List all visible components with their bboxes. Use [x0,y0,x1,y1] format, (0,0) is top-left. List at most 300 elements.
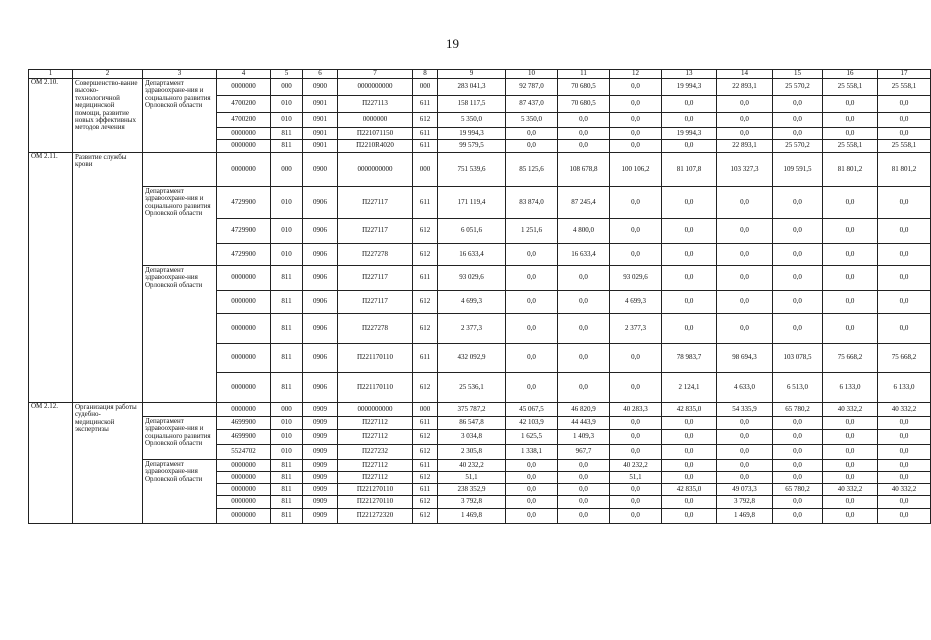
value-cell: 1 409,3 [558,430,610,445]
value-cell: 0,0 [878,496,931,509]
value-cell: 108 678,8 [558,153,610,187]
value-cell: 0000000 [217,403,271,417]
table-row [29,417,931,430]
value-cell: 0,0 [506,373,558,403]
value-cell: 0,0 [558,509,610,524]
header-cell: 11 [558,70,610,79]
header-cell: 12 [610,70,662,79]
value-cell: 0,0 [662,244,717,266]
value-cell: 0909 [303,445,338,460]
value-cell: 612 [413,219,438,244]
value-cell: 811 [271,472,303,484]
value-cell: 40 332,2 [823,403,878,417]
value-cell: 0906 [303,219,338,244]
value-cell: 283 041,3 [438,79,506,96]
value-cell: 0,0 [558,460,610,472]
value-cell: 0,0 [610,187,662,219]
value-cell: 0,0 [717,266,773,291]
header-cell: 7 [338,70,413,79]
value-cell: 2 124,1 [662,373,717,403]
value-cell: 0,0 [610,344,662,373]
value-cell: 0,0 [823,472,878,484]
value-cell: 0,0 [823,266,878,291]
value-cell: 611 [413,140,438,153]
value-cell: 0,0 [610,79,662,96]
value-cell: 51,1 [610,472,662,484]
value-cell: 0909 [303,403,338,417]
value-cell: 0,0 [823,96,878,113]
header-cell: 2 [73,70,143,79]
value-cell: 0,0 [506,128,558,140]
value-cell: 65 780,2 [773,484,823,496]
value-cell: 010 [271,96,303,113]
value-cell: 42 835,0 [662,484,717,496]
value-cell: 611 [413,96,438,113]
value-cell: 0,0 [662,460,717,472]
value-cell: 0,0 [506,266,558,291]
header-cell: 14 [717,70,773,79]
header-cell: 13 [662,70,717,79]
value-cell: 611 [413,417,438,430]
table-row [29,403,931,417]
value-cell: 22 893,1 [717,140,773,153]
value-cell: 010 [271,244,303,266]
value-cell: 0906 [303,187,338,219]
value-cell: 0,0 [717,430,773,445]
value-cell: 6 051,6 [438,219,506,244]
value-cell: 0,0 [610,484,662,496]
value-cell: 811 [271,140,303,153]
value-cell: 78 983,7 [662,344,717,373]
value-cell: П221170110 [338,344,413,373]
value-cell: П227112 [338,417,413,430]
header-row [29,70,931,79]
value-cell: 81 801,2 [878,153,931,187]
value-cell: 6 513,0 [773,373,823,403]
value-cell: 0,0 [717,445,773,460]
value-cell: 000 [413,79,438,96]
value-cell: 100 106,2 [610,153,662,187]
value-cell: 65 780,2 [773,403,823,417]
value-cell: 0,0 [878,113,931,128]
value-cell: 19 994,3 [662,79,717,96]
value-cell: 0,0 [662,417,717,430]
value-cell: 0906 [303,314,338,344]
value-cell: 811 [271,484,303,496]
value-cell: 0,0 [717,187,773,219]
value-cell: 0,0 [773,244,823,266]
value-cell: 0000000 [217,153,271,187]
value-cell: П227278 [338,314,413,344]
value-cell: 0901 [303,96,338,113]
value-cell: 4700200 [217,96,271,113]
value-cell: 432 092,9 [438,344,506,373]
value-cell: 811 [271,460,303,472]
value-cell: П227278 [338,244,413,266]
value-cell: 0909 [303,496,338,509]
measure-code: ОМ 2.10. [29,79,73,153]
value-cell: 25 570,2 [773,79,823,96]
value-cell: 0000000 [217,79,271,96]
value-cell: 0,0 [878,187,931,219]
value-cell: 25 536,1 [438,373,506,403]
value-cell: 1 251,6 [506,219,558,244]
value-cell: 99 579,5 [438,140,506,153]
value-cell: 0,0 [773,113,823,128]
value-cell: П227117 [338,266,413,291]
value-cell: 0000000 [217,140,271,153]
value-cell: 0,0 [773,219,823,244]
value-cell: 811 [271,496,303,509]
value-cell: 0,0 [610,373,662,403]
value-cell: 87 437,0 [506,96,558,113]
value-cell: 3 034,8 [438,430,506,445]
measure-name: Совершенство-вание высоко-технологичной медицинской помощи, развитие новых эффективных методов лечения [73,79,143,153]
value-cell: П221272320 [338,509,413,524]
value-cell: 0,0 [878,460,931,472]
value-cell: 0,0 [773,96,823,113]
value-cell: 0,0 [610,113,662,128]
value-cell: 42 835,0 [662,403,717,417]
value-cell: 612 [413,445,438,460]
value-cell: 0,0 [773,128,823,140]
value-cell: 611 [413,484,438,496]
value-cell: 0,0 [878,219,931,244]
value-cell: 612 [413,244,438,266]
value-cell: 010 [271,445,303,460]
value-cell: 4729900 [217,219,271,244]
header-cell: 9 [438,70,506,79]
value-cell: 0,0 [506,484,558,496]
value-cell: 0000000 [217,460,271,472]
value-cell: 0906 [303,373,338,403]
value-cell: 75 668,2 [823,344,878,373]
measure-code: ОМ 2.12. [29,403,73,524]
value-cell: 1 469,8 [438,509,506,524]
value-cell: 611 [413,344,438,373]
value-cell: 0900 [303,79,338,96]
value-cell: 0,0 [558,344,610,373]
value-cell: 0,0 [610,96,662,113]
value-cell: 612 [413,314,438,344]
value-cell: 42 103,9 [506,417,558,430]
value-cell: 0901 [303,140,338,153]
value-cell: 0,0 [773,496,823,509]
value-cell: 010 [271,417,303,430]
value-cell: 0,0 [662,140,717,153]
value-cell: 0,0 [878,266,931,291]
table-row [29,153,931,187]
value-cell: 0000000 [217,266,271,291]
value-cell: 375 787,2 [438,403,506,417]
value-cell: 0,0 [823,460,878,472]
value-cell: 83 874,0 [506,187,558,219]
value-cell: 0,0 [717,113,773,128]
value-cell: 811 [271,509,303,524]
value-cell: 967,7 [558,445,610,460]
value-cell: 0,0 [506,314,558,344]
value-cell: 0,0 [558,291,610,314]
value-cell: 25 558,1 [878,79,931,96]
value-cell: 0,0 [610,140,662,153]
table-row [29,187,931,219]
value-cell: 0,0 [773,266,823,291]
value-cell: 103 327,3 [717,153,773,187]
value-cell: 0,0 [558,314,610,344]
value-cell: 40 332,2 [878,484,931,496]
value-cell: 0,0 [878,509,931,524]
table-row [29,79,931,96]
value-cell: 0,0 [823,219,878,244]
value-cell: 0,0 [823,291,878,314]
value-cell: П227112 [338,460,413,472]
header-cell: 6 [303,70,338,79]
executor-name: Департамент здравоохране-ния и социального развития Орловской области [143,417,217,460]
value-cell: 0,0 [558,266,610,291]
header-cell: 8 [413,70,438,79]
value-cell: 40 232,2 [610,460,662,472]
value-cell: 70 680,5 [558,79,610,96]
value-cell: 0,0 [558,113,610,128]
value-cell: 0,0 [662,219,717,244]
value-cell: 0,0 [823,113,878,128]
value-cell: 103 078,5 [773,344,823,373]
value-cell: 171 119,4 [438,187,506,219]
executor-name: Департамент здравоохране-ния Орловской области [143,266,217,403]
value-cell: 0,0 [506,460,558,472]
value-cell: 000 [413,153,438,187]
measure-name: Организация работы судебно-медицинской экспертизы [73,403,143,524]
value-cell: 0,0 [558,140,610,153]
value-cell: 0,0 [610,509,662,524]
executor-name: Департамент здравоохране-ния Орловской области [143,460,217,524]
value-cell: 4 699,3 [438,291,506,314]
value-cell: 0,0 [773,472,823,484]
value-cell: 0,0 [823,128,878,140]
value-cell: 000 [271,153,303,187]
value-cell: 0,0 [506,509,558,524]
value-cell: 40 332,2 [823,484,878,496]
value-cell: П227117 [338,219,413,244]
value-cell: 0,0 [823,314,878,344]
value-cell: 238 352,9 [438,484,506,496]
value-cell: 1 469,8 [717,509,773,524]
value-cell: 0000000 [217,496,271,509]
value-cell: 0,0 [662,430,717,445]
value-cell: 0,0 [823,496,878,509]
value-cell: 0,0 [662,314,717,344]
value-cell: 98 694,3 [717,344,773,373]
value-cell: 2 377,3 [610,314,662,344]
value-cell: 44 443,9 [558,417,610,430]
value-cell: 158 117,5 [438,96,506,113]
value-cell: 4 699,3 [610,291,662,314]
value-cell: 0,0 [878,128,931,140]
value-cell: 19 994,3 [438,128,506,140]
value-cell: 93 029,6 [610,266,662,291]
value-cell: 0,0 [823,430,878,445]
value-cell: 811 [271,291,303,314]
value-cell: 811 [271,344,303,373]
executor-empty [143,153,217,187]
value-cell: 0,0 [773,460,823,472]
value-cell: 0,0 [662,472,717,484]
value-cell: 0909 [303,484,338,496]
value-cell: 0,0 [773,291,823,314]
value-cell: 811 [271,373,303,403]
value-cell: 5 350,0 [438,113,506,128]
value-cell: 000 [413,403,438,417]
value-cell: 4729900 [217,244,271,266]
value-cell: 3 792,8 [717,496,773,509]
value-cell: 0906 [303,244,338,266]
value-cell: 0,0 [662,187,717,219]
value-cell: 0906 [303,266,338,291]
value-cell: 0,0 [610,219,662,244]
value-cell: 0,0 [662,509,717,524]
value-cell: 611 [413,187,438,219]
value-cell: 0,0 [506,291,558,314]
value-cell: 85 125,6 [506,153,558,187]
value-cell: 0,0 [662,291,717,314]
value-cell: 6 133,0 [878,373,931,403]
value-cell: 0901 [303,113,338,128]
header-cell: 16 [823,70,878,79]
value-cell: 010 [271,187,303,219]
value-cell: 000 [271,79,303,96]
value-cell: 0,0 [717,128,773,140]
value-cell: П227113 [338,96,413,113]
value-cell: 0,0 [773,509,823,524]
value-cell: 0,0 [610,417,662,430]
table-row [29,460,931,472]
header-cell: 4 [217,70,271,79]
value-cell: 0000000 [217,314,271,344]
value-cell: 0,0 [506,140,558,153]
value-cell: 45 067,5 [506,403,558,417]
table-row [29,266,931,291]
value-cell: 0,0 [878,244,931,266]
value-cell: 0000000 [338,113,413,128]
measure-name: Развитие службы крови [73,153,143,403]
value-cell: 010 [271,113,303,128]
value-cell: П221270110 [338,484,413,496]
executor-name: Департамент здравоохране-ния и социального развития Орловской области [143,79,217,153]
value-cell: 86 547,8 [438,417,506,430]
value-cell: 612 [413,373,438,403]
value-cell: 0000000 [217,344,271,373]
executor-name: Департамент здравоохране-ния и социального развития Орловской области [143,187,217,266]
value-cell: 75 668,2 [878,344,931,373]
value-cell: 0,0 [558,128,610,140]
value-cell: 70 680,5 [558,96,610,113]
value-cell: 612 [413,496,438,509]
value-cell: 25 558,1 [823,140,878,153]
value-cell: 611 [413,128,438,140]
value-cell: П227112 [338,472,413,484]
value-cell: 0000000 [217,484,271,496]
header-cell: 1 [29,70,73,79]
value-cell: 4699900 [217,417,271,430]
value-cell: 1 625,5 [506,430,558,445]
value-cell: 0,0 [878,96,931,113]
value-cell: 0,0 [662,496,717,509]
value-cell: 0909 [303,417,338,430]
value-cell: 0900 [303,153,338,187]
value-cell: 0,0 [662,113,717,128]
value-cell: 0906 [303,344,338,373]
value-cell: 612 [413,113,438,128]
value-cell: 611 [413,460,438,472]
value-cell: 2 305,8 [438,445,506,460]
header-cell: 17 [878,70,931,79]
value-cell: 0000000 [217,472,271,484]
value-cell: 40 232,2 [438,460,506,472]
value-cell: П221071150 [338,128,413,140]
value-cell: 0,0 [558,373,610,403]
value-cell: 0000000 [217,373,271,403]
value-cell: 0,0 [878,472,931,484]
value-cell: 0,0 [773,417,823,430]
value-cell: П227117 [338,291,413,314]
value-cell: 010 [271,430,303,445]
value-cell: 0000000000 [338,403,413,417]
value-cell: 51,1 [438,472,506,484]
value-cell: 0,0 [773,187,823,219]
value-cell: 0000000000 [338,79,413,96]
value-cell: 811 [271,128,303,140]
value-cell: 0906 [303,291,338,314]
measure-code: ОМ 2.11. [29,153,73,403]
value-cell: 0,0 [558,496,610,509]
value-cell: 25 570,2 [773,140,823,153]
value-cell: 4 633,0 [717,373,773,403]
value-cell: 4699900 [217,430,271,445]
value-cell: 93 029,6 [438,266,506,291]
value-cell: 0,0 [823,244,878,266]
header-cell: 5 [271,70,303,79]
value-cell: 40 332,2 [878,403,931,417]
value-cell: 811 [271,266,303,291]
value-cell: 0000000 [217,291,271,314]
value-cell: П227112 [338,430,413,445]
value-cell: 611 [413,266,438,291]
value-cell: 22 893,1 [717,79,773,96]
value-cell: 0,0 [773,430,823,445]
value-cell: 0,0 [506,344,558,373]
value-cell: 0901 [303,128,338,140]
value-cell: 0,0 [717,96,773,113]
value-cell: 0,0 [506,472,558,484]
value-cell: 0,0 [610,496,662,509]
page-number: 19 [446,36,459,51]
value-cell: 109 591,5 [773,153,823,187]
value-cell: 010 [271,219,303,244]
value-cell: 0,0 [610,244,662,266]
value-cell: 4729900 [217,187,271,219]
value-cell: 0,0 [823,509,878,524]
value-cell: 0,0 [878,314,931,344]
value-cell: 0000000 [217,128,271,140]
value-cell: 0,0 [878,430,931,445]
value-cell: 0,0 [610,430,662,445]
value-cell: 0,0 [823,187,878,219]
value-cell: 0,0 [823,417,878,430]
value-cell: 0,0 [717,314,773,344]
value-cell: 46 820,9 [558,403,610,417]
value-cell: 612 [413,291,438,314]
value-cell: 0,0 [878,291,931,314]
